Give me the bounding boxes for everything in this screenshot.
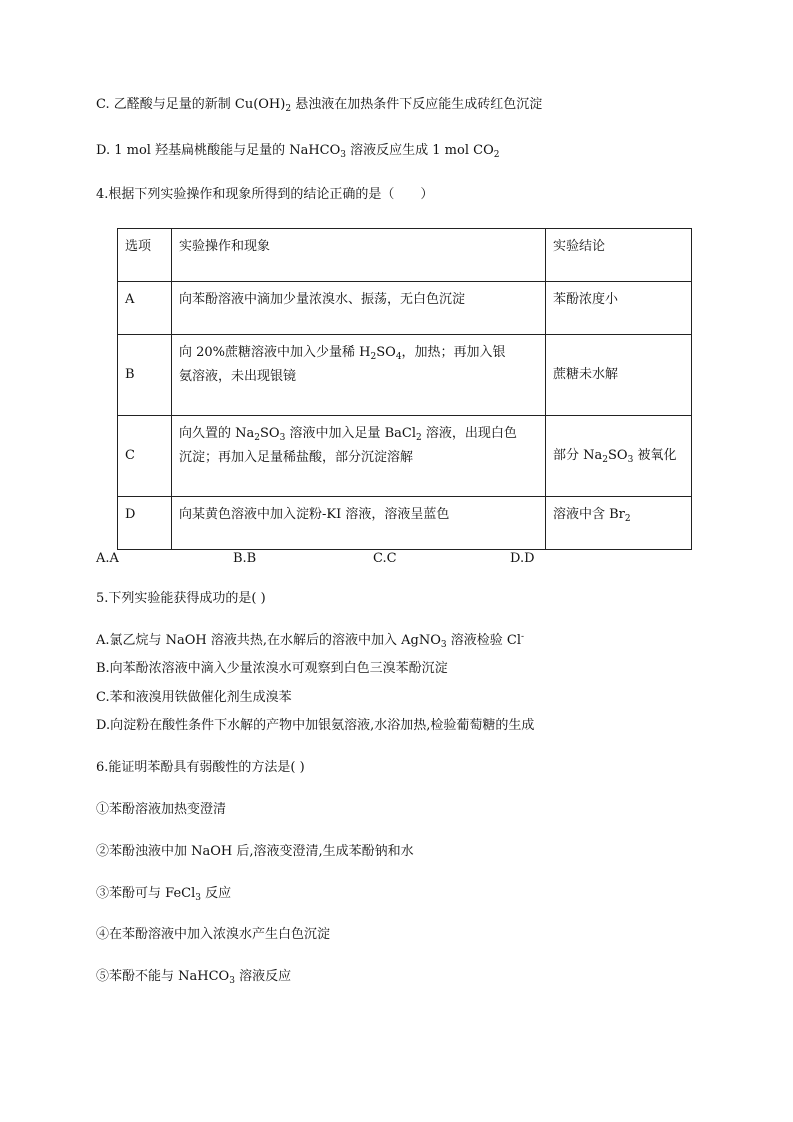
q5-stem: 5.下列实验能获得成功的是( ) [96, 591, 266, 606]
q3-option-d: D. 1 mol 羟基扁桃酸能与足量的 NaHCO$_3$ 溶液反应生成 1 mol $CO_2$ [96, 143, 500, 160]
row-option: B [118, 335, 172, 416]
q6-item-5: ⑤苯酚不能与 NaHCO$_3$ 溶液反应 [96, 969, 292, 986]
q6-item-3: ③苯酚可与 FeCl$_3$ 反应 [96, 886, 232, 903]
row-option: C [118, 416, 172, 497]
q4-option-a: A.A [96, 551, 119, 566]
row-conclusion: 部分 $Na_2SO_3$ 被氧化 [546, 416, 692, 497]
q4-stem: 4.根据下列实验操作和现象所得到的结论正确的是（ ） [96, 187, 434, 202]
q4-answer-options [96, 551, 556, 569]
row-operation: 向久置的 $Na_2SO_3$ 溶液中加入足量 BaCl$_2$ 溶液，出现白色 沉淀；再加入足量稀盐酸，部分沉淀溶解 [172, 416, 546, 497]
q3-option-c: C. 乙醛酸与足量的新制 $Cu(OH)_2$ 悬浊液在加热条件下反应能生成砖红色沉淀 [96, 97, 543, 114]
q5-option-b: B.向苯酚浓溶液中滴入少量浓溴水可观察到白色三溴苯酚沉淀 [96, 661, 448, 676]
q5-option-c: C.苯和液溴用铁做催化剂生成溴苯 [96, 690, 292, 705]
q4-option-b: B.B [233, 551, 257, 566]
row-conclusion: 蔗糖未水解 [546, 335, 692, 416]
experiment-table [117, 228, 692, 550]
row-option: A [118, 282, 172, 335]
table-row [118, 282, 692, 335]
row-operation: 向 20%蔗糖溶液中加入少量稀 $H_2SO_4$，加热；再加入银 氨溶液，未出现银镜 [172, 335, 546, 416]
row-conclusion: 苯酚浓度小 [546, 282, 692, 335]
table-row [118, 335, 692, 416]
row-conclusion: 溶液中含 $Br_2$ [546, 497, 692, 550]
q5-option-d: D.向淀粉在酸性条件下水解的产物中加银氨溶液,水浴加热,检验葡萄糖的生成 [96, 718, 535, 733]
q6-item-4: ④在苯酚溶液中加入浓溴水产生白色沉淀 [96, 927, 331, 942]
q6-item-1: ①苯酚溶液加热变澄清 [96, 802, 227, 817]
q5-option-a: A.氯乙烷与 NaOH 溶液共热,在水解后的溶液中加入 AgNO$_3$ 溶液检验 Cl- [96, 632, 525, 650]
row-operation: 向某黄色溶液中加入淀粉-KI 溶液，溶液呈蓝色 [172, 497, 546, 550]
q4-option-c: C.C [373, 551, 397, 566]
table-row [118, 416, 692, 497]
table-header-row [118, 229, 692, 282]
header-operation: 实验操作和现象 [172, 229, 546, 282]
q6-stem: 6.能证明苯酚具有弱酸性的方法是( ) [96, 760, 305, 775]
table-row [118, 497, 692, 550]
q6-item-2: ②苯酚浊液中加 NaOH 后,溶液变澄清,生成苯酚钠和水 [96, 844, 414, 859]
q4-option-d: D.D [510, 551, 535, 566]
header-conclusion: 实验结论 [546, 229, 692, 282]
header-option: 选项 [118, 229, 172, 282]
row-operation: 向苯酚溶液中滴加少量浓溴水、振荡，无白色沉淀 [172, 282, 546, 335]
row-option: D [118, 497, 172, 550]
